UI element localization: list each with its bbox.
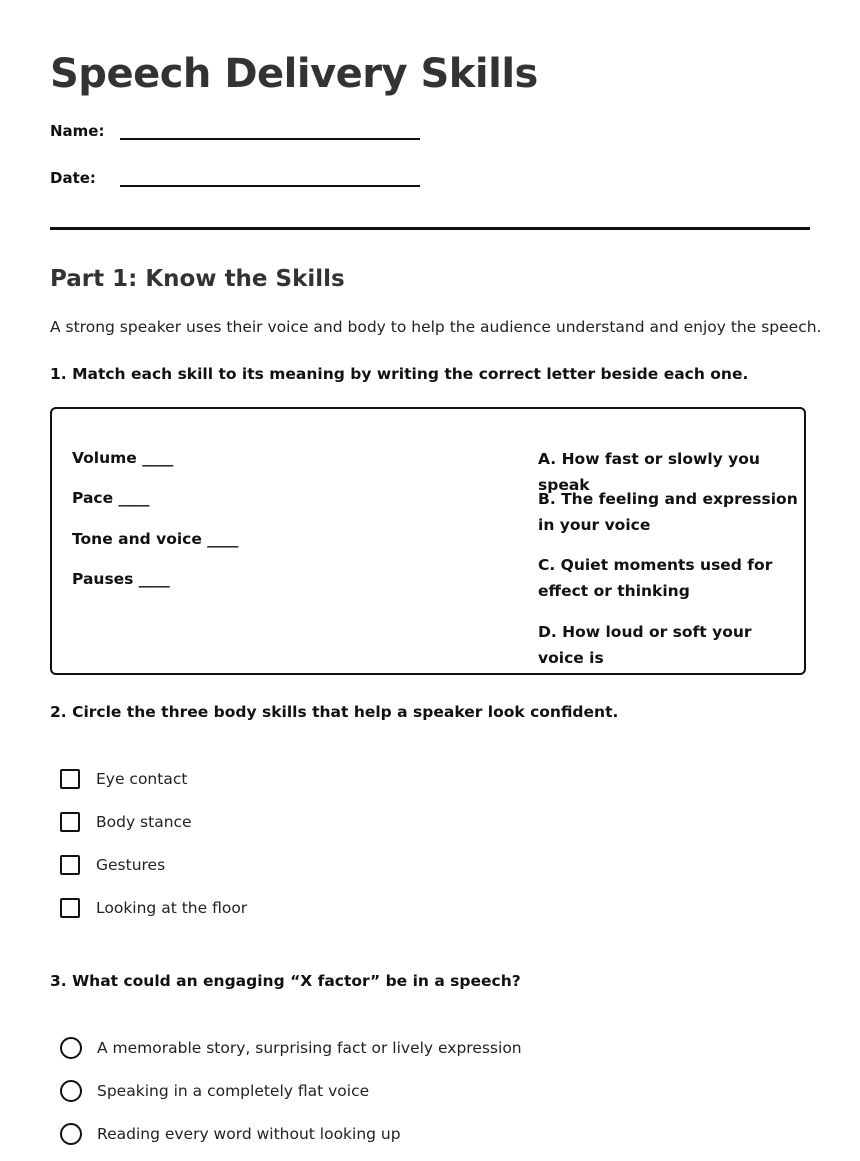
checkbox-icon[interactable]: [60, 769, 80, 789]
meaning-a: A. How fast or slowly you speak: [538, 450, 760, 494]
q3-option-memorable-story[interactable]: [60, 1037, 522, 1059]
option-label: Reading every word without looking up: [97, 1125, 401, 1143]
skill-volume: Volume ____: [72, 449, 174, 467]
page-title: Speech Delivery Skills: [50, 51, 538, 97]
q3-option-flat-voice[interactable]: [60, 1080, 369, 1102]
name-label: Name:: [50, 122, 105, 140]
meaning-c: C. Quiet moments used for effect or thinking: [538, 556, 773, 600]
part1-intro: A strong speaker uses their voice and body to help the audience understand and enjoy the speech.: [50, 318, 822, 336]
checkbox-icon[interactable]: [60, 812, 80, 832]
date-field-row: [50, 167, 420, 187]
radio-icon[interactable]: [60, 1123, 82, 1145]
meaning-b: B. The feeling and expression in your voice: [538, 490, 798, 534]
radio-icon[interactable]: [60, 1037, 82, 1059]
option-label: Speaking in a completely flat voice: [97, 1082, 370, 1100]
option-label: Gestures: [96, 856, 166, 874]
part1-heading: Part 1: Know the Skills: [50, 266, 345, 292]
q2-option-gestures[interactable]: [60, 855, 165, 875]
header-divider: [50, 227, 810, 230]
checkbox-icon[interactable]: [60, 898, 80, 918]
matching-box: [50, 407, 806, 675]
q3-option-reading-every-word[interactable]: [60, 1123, 401, 1145]
skill-pace: Pace ____: [72, 489, 150, 507]
option-label: Looking at the floor: [96, 899, 248, 917]
radio-icon[interactable]: [60, 1080, 82, 1102]
option-label: Body stance: [96, 813, 192, 831]
skill-tone-and-voice: Tone and voice ____: [72, 530, 239, 548]
name-field-row: [50, 120, 420, 140]
checkbox-icon[interactable]: [60, 855, 80, 875]
option-label: A memorable story, surprising fact or lively expression: [97, 1039, 522, 1057]
meaning-d: D. How loud or soft your voice is: [538, 623, 752, 667]
q2-option-eye-contact[interactable]: [60, 769, 187, 789]
q2-option-body-stance[interactable]: [60, 812, 192, 832]
question-2-prompt: 2. Circle the three body skills that help a speaker look confident.: [50, 703, 619, 721]
date-line[interactable]: [120, 167, 420, 187]
skill-pauses: Pauses ____: [72, 570, 170, 588]
option-label: Eye contact: [96, 770, 188, 788]
date-label: Date:: [50, 169, 96, 187]
name-line[interactable]: [120, 120, 420, 140]
question-1-prompt: 1. Match each skill to its meaning by writing the correct letter beside each one.: [50, 365, 749, 383]
q2-option-looking-at-floor[interactable]: [60, 898, 247, 918]
question-3-prompt: 3. What could an engaging “X factor” be in a speech?: [50, 972, 521, 990]
